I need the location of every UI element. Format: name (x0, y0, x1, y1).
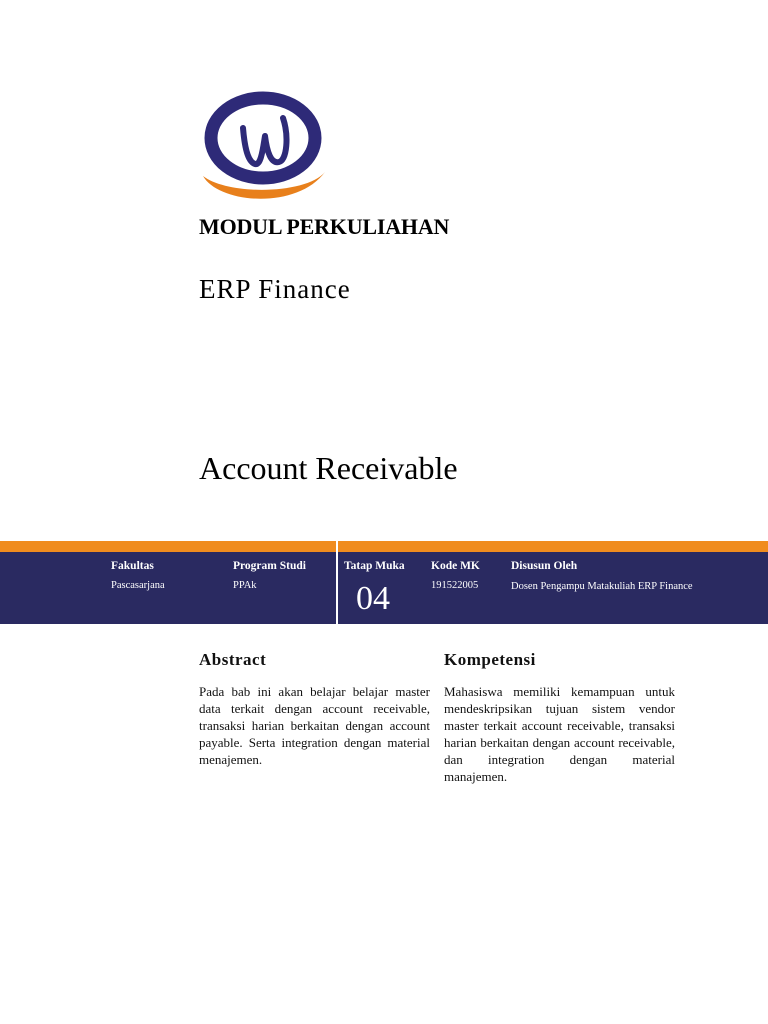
meeting-number: 04 (356, 580, 390, 617)
program-header: Program Studi (233, 560, 306, 572)
competency-text: Mahasiswa memiliki kemampuan untuk mendeskripsikan tujuan sistem vendor master terkait account receivable, transaksi harian berkaitan dengan account receivable, dan integration dengan material manajemen. (444, 684, 675, 784)
course-code-header: Kode MK (431, 560, 480, 572)
course-title: ERP Finance (199, 274, 351, 304)
author-header: Disusun Oleh (511, 560, 578, 572)
module-label: MODUL PERKULIAHAN (199, 214, 450, 239)
abstract-text: Pada bab ini akan belajar belajar master data terkait dengan account receivable, transaksi harian berkaitan dengan account payable. Serta integration dengan material menajemen. (199, 684, 430, 767)
abstract-heading: Abstract (199, 650, 267, 669)
competency-heading: Kompetensi (444, 650, 536, 669)
chapter-title: Account Receivable (199, 450, 458, 486)
band-divider (336, 541, 338, 624)
program-value: PPAk (233, 580, 257, 591)
faculty-header: Fakultas (111, 560, 154, 572)
course-code-value: 191522005 (431, 580, 479, 591)
university-logo (199, 90, 329, 208)
meeting-header: Tatap Muka (344, 560, 405, 572)
orange-accent-bar (0, 541, 768, 552)
author-value: Dosen Pengampu Matakuliah ERP Finance (511, 581, 693, 592)
info-band (0, 552, 768, 624)
faculty-value: Pascasarjana (111, 580, 165, 591)
logo-icon (199, 90, 329, 208)
